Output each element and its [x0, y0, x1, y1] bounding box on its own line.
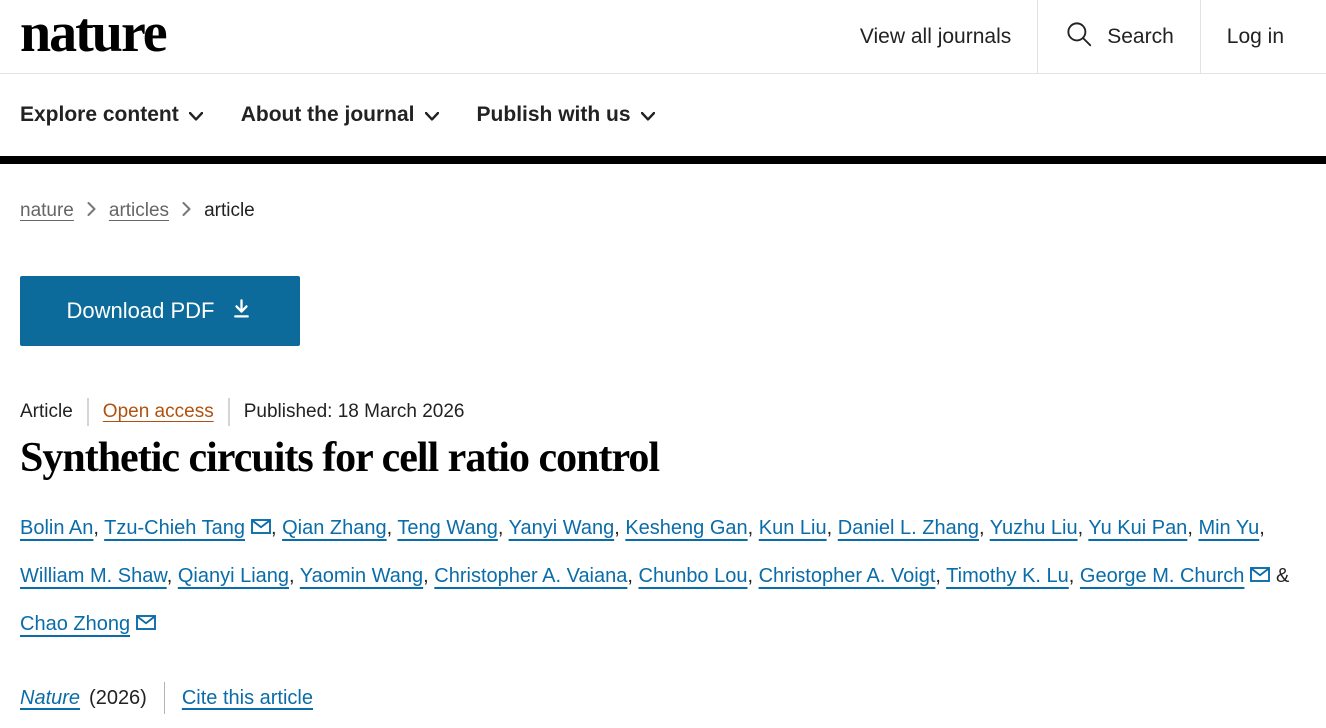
author-link[interactable]: Yu Kui Pan: [1088, 517, 1188, 540]
author-separator: ,: [289, 565, 300, 588]
site-nav: [0, 74, 1326, 156]
open-access-link[interactable]: Open access: [102, 401, 214, 422]
author-link[interactable]: Chao Zhong: [20, 613, 131, 636]
author-link[interactable]: Qianyi Liang: [177, 565, 290, 588]
author-link[interactable]: Yuzhu Liu: [989, 517, 1078, 540]
nav-divider-bar: [0, 156, 1326, 164]
author-separator: ,: [386, 517, 398, 540]
author-separator: ,: [935, 565, 947, 588]
author-separator: ,: [497, 517, 509, 540]
search-button[interactable]: [1038, 0, 1200, 74]
author-link[interactable]: Timothy K. Lu: [946, 565, 1069, 588]
download-pdf-label: Download PDF: [66, 298, 215, 323]
chevron-down-icon: [641, 103, 655, 127]
author-link[interactable]: William M. Shaw: [20, 565, 167, 588]
article-type: Article: [20, 401, 73, 422]
author-separator: ,: [614, 517, 626, 540]
author-list: [20, 504, 1306, 648]
nav-item-label: About the journal: [240, 103, 415, 126]
breadcrumb: [20, 200, 1306, 222]
nav-item-label: Publish with us: [476, 103, 631, 126]
header-actions: [834, 0, 1326, 74]
author-link[interactable]: Qian Zhang: [282, 517, 387, 540]
author-separator: &: [1270, 565, 1290, 588]
nav-about-the-journal[interactable]: [241, 103, 439, 127]
author-link[interactable]: Bolin An: [20, 517, 94, 540]
citation-divider: [164, 682, 165, 714]
author-link[interactable]: Chunbo Lou: [638, 565, 748, 588]
journal-year: (2026): [89, 686, 147, 709]
published-date: Published: 18 March 2026: [243, 401, 465, 422]
author-separator: ,: [747, 517, 759, 540]
author-link[interactable]: Daniel L. Zhang: [837, 517, 979, 540]
breadcrumb-chevron-icon: [87, 200, 96, 222]
article-meta: [20, 398, 1306, 426]
author-separator: ,: [1259, 517, 1265, 540]
cite-this-article-link[interactable]: Cite this article: [181, 686, 313, 709]
author-separator: ,: [1187, 517, 1199, 540]
author-link[interactable]: Tzu-Chieh Tang: [104, 517, 245, 540]
author-link[interactable]: Christopher A. Vaiana: [434, 565, 628, 588]
author-link[interactable]: Yaomin Wang: [299, 565, 424, 588]
meta-divider: [228, 398, 230, 426]
author-separator: ,: [627, 565, 639, 588]
author-link[interactable]: Christopher A. Voigt: [758, 565, 936, 588]
email-icon[interactable]: [1250, 552, 1270, 600]
download-pdf-button[interactable]: [20, 276, 300, 346]
breadcrumb-articles[interactable]: articles: [108, 200, 170, 221]
author-separator: ,: [1068, 565, 1080, 588]
site-header: [0, 0, 1326, 74]
breadcrumb-chevron-icon: [182, 200, 191, 222]
article-header-content: [0, 200, 1326, 714]
nav-item-label: Explore content: [20, 103, 179, 126]
author-separator: ,: [166, 565, 178, 588]
journal-link[interactable]: Nature: [20, 686, 81, 709]
chevron-down-icon: [425, 103, 439, 127]
meta-divider: [87, 398, 89, 426]
author-separator: ,: [747, 565, 759, 588]
nature-logo[interactable]: nature: [20, 1, 166, 64]
author-link[interactable]: George M. Church: [1079, 565, 1245, 588]
view-all-journals-link[interactable]: View all journals: [859, 24, 1012, 48]
email-icon[interactable]: [136, 600, 156, 648]
chevron-down-icon: [189, 103, 203, 127]
author-link[interactable]: Teng Wang: [397, 517, 498, 540]
download-icon: [230, 297, 253, 326]
nav-explore-content[interactable]: [20, 103, 203, 127]
author-link[interactable]: Kesheng Gan: [625, 517, 748, 540]
nav-publish-with-us[interactable]: [477, 103, 655, 127]
breadcrumb-nature[interactable]: nature: [20, 200, 74, 221]
login-link[interactable]: Log in: [1226, 24, 1284, 48]
breadcrumb-current: article: [204, 200, 255, 221]
email-icon[interactable]: [251, 504, 271, 552]
author-separator: ,: [1077, 517, 1089, 540]
author-link[interactable]: Min Yu: [1198, 517, 1260, 540]
search-icon: [1064, 19, 1094, 55]
citation-row: [20, 682, 1306, 714]
author-separator: ,: [423, 565, 435, 588]
author-link[interactable]: Yanyi Wang: [508, 517, 615, 540]
author-separator: ,: [93, 517, 105, 540]
author-separator: ,: [270, 517, 283, 540]
article-title: Synthetic circuits for cell ratio control: [20, 435, 660, 481]
search-label: Search: [1107, 24, 1174, 48]
author-separator: ,: [826, 517, 838, 540]
author-link[interactable]: Kun Liu: [758, 517, 827, 540]
author-separator: ,: [978, 517, 990, 540]
